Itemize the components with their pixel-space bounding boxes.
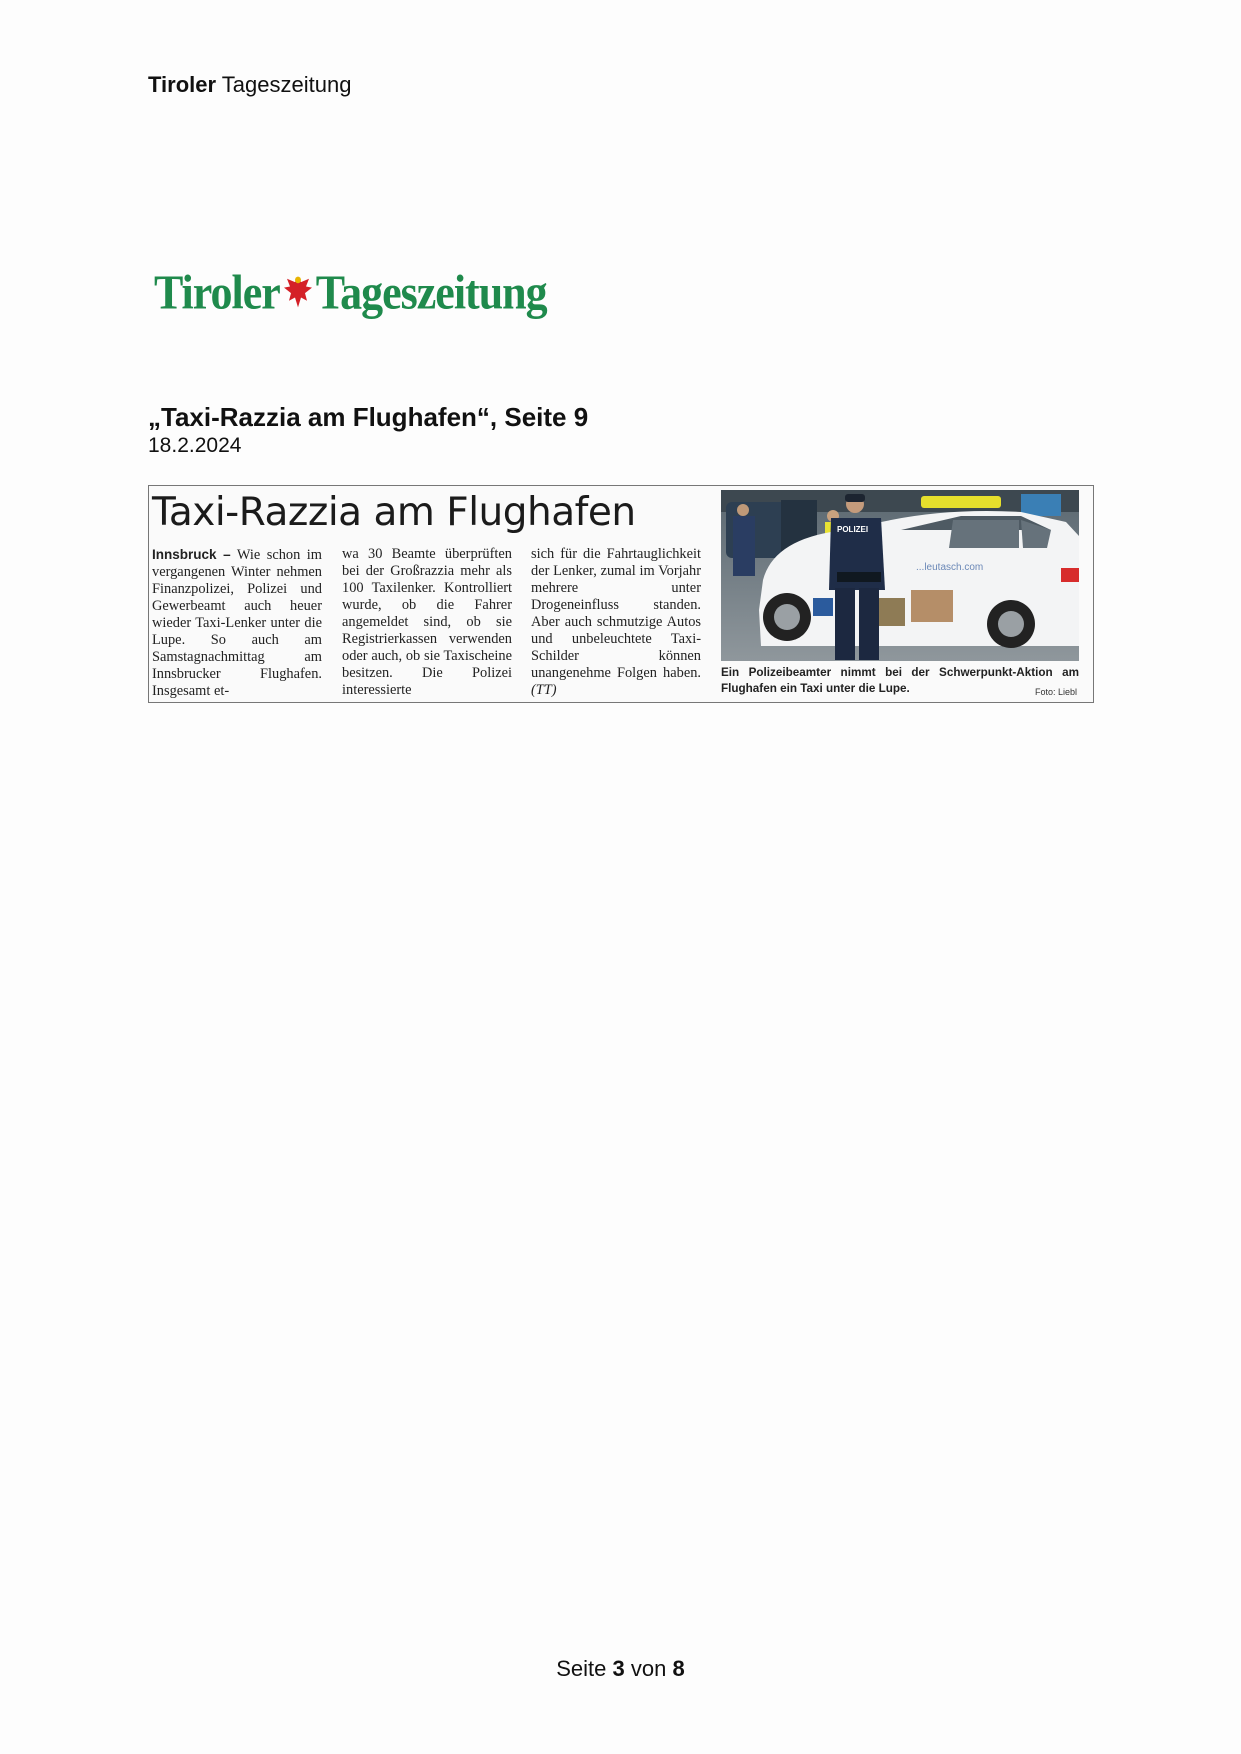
footer-current-page: 3 <box>612 1656 625 1681</box>
article-column-1 <box>152 546 322 698</box>
footer-middle: von <box>630 1656 667 1681</box>
photo-credit: Foto: Liebl <box>1034 687 1077 697</box>
document-header <box>148 72 351 98</box>
column-3-text: sich für die Fahrtauglichkeit der Lenker, zumal im Vorjahr mehrere unter Drogeneinfluss standen. Aber auch schmutzige Autos und unbeleuchtete Taxi-Schilder können unangenehme Folgen haben. <box>531 546 701 681</box>
footer-prefix: Seite <box>556 1656 607 1681</box>
clipping-headline: Taxi-Razzia am Flughafen <box>152 490 636 535</box>
logo-text-part2: Tageszeitung <box>315 265 547 319</box>
photo-caption: Ein Polizeibeamter nimmt bei der Schwerpunkt-Aktion am Flughafen ein Taxi unter die Lupe. <box>721 666 1079 695</box>
article-date: 18.2.2024 <box>148 434 242 457</box>
page-footer <box>0 1656 1241 1682</box>
header-brand-bold: Tiroler <box>148 72 217 97</box>
car-website-text: ...leutasch.com <box>916 562 984 573</box>
tyrolean-eagle-icon <box>283 273 313 310</box>
newspaper-clipping <box>148 485 1094 703</box>
newspaper-logo <box>154 263 547 320</box>
news-photo <box>721 490 1079 661</box>
header-brand-regular: Tageszeitung <box>221 72 352 97</box>
article-title: „Taxi-Razzia am Flughafen“, Seite 9 <box>148 402 589 432</box>
column-1-text: Wie schon im vergangenen Winter nehmen Finanzpolizei, Polizei und Gewerbeamt auch heuer wieder Taxi-Lenker unter die Lupe. So auch am Samstagnachmittag am Innsbrucker Flughafen. Insgesamt et- <box>152 547 322 698</box>
article-column-3 <box>531 546 701 698</box>
police-vest-label: POLIZEI <box>837 525 869 534</box>
article-column-2: wa 30 Beamte überprüften bei der Großrazzia mehr als 100 Taxilenker. Kontrolliert wurde, ob die Fahrer angemeldet sind, ob sie Registrierkassen verwenden oder auch, ob sie Taxischeine besitzen. Die Polizei interessierte <box>342 546 512 698</box>
author-signature: (TT) <box>531 682 557 698</box>
logo-text-part1: Tiroler <box>154 265 280 319</box>
footer-total-pages: 8 <box>672 1656 685 1681</box>
dateline: Innsbruck – <box>152 547 231 562</box>
